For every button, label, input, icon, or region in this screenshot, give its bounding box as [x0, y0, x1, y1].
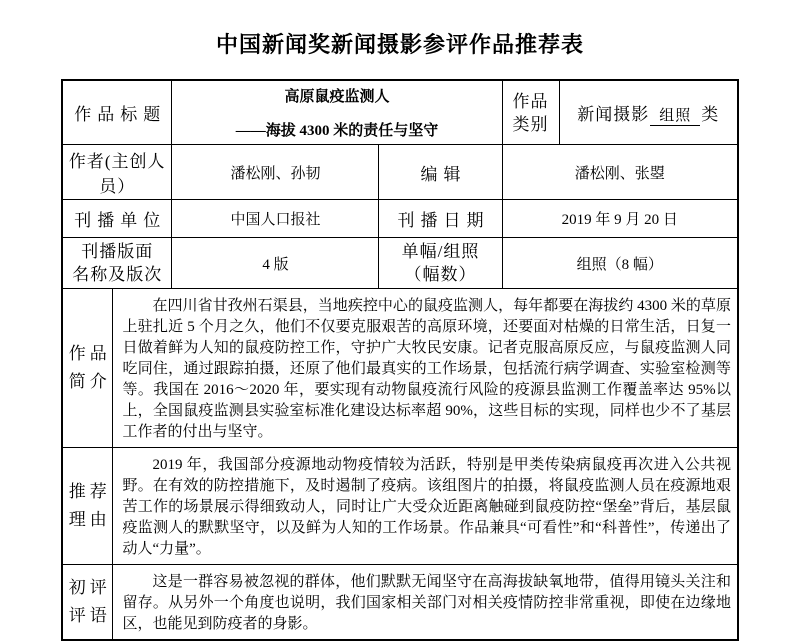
review-label: [62, 565, 113, 641]
row-publish: [62, 200, 738, 238]
row-recommendation: [62, 448, 738, 565]
category-label: [502, 80, 559, 145]
page-title: 中国新闻奖新闻摄影参评作品推荐表: [215, 32, 584, 57]
recommendation-text-cell: [113, 448, 738, 565]
work-title-label: 作品标题: [62, 80, 172, 145]
row-review: [62, 565, 738, 641]
intro-label: [62, 289, 113, 448]
recommendation-label-line2: 理由: [68, 510, 111, 529]
layout-label: [62, 238, 172, 289]
intro-label-line2: 简介: [68, 372, 111, 391]
publish-unit-value: 中国人口报社: [172, 200, 379, 238]
recommendation-label-line1: 推荐: [68, 482, 111, 501]
category-underline: [650, 104, 700, 126]
editor-label: 编辑: [379, 145, 502, 200]
intro-label-line1: 作品: [68, 344, 111, 363]
count-label: [379, 238, 502, 289]
count-label-line1: 单幅/组照: [401, 242, 480, 261]
work-title-line1: 高原鼠疫监测人: [284, 89, 390, 105]
layout-label-line2: 名称及版次: [72, 265, 163, 284]
layout-value: 4 版: [172, 238, 379, 289]
page: [0, 28, 800, 632]
row-authors: [62, 145, 738, 200]
category-prefix: 新闻摄影: [577, 104, 650, 124]
intro-text-cell: [113, 289, 738, 448]
review-text-cell: [113, 565, 738, 641]
authors-label: 作者(主创人员）: [62, 145, 172, 200]
category-value: [559, 80, 738, 145]
row-work-title: [62, 80, 738, 145]
editor-value: 潘松刚、张曌: [502, 145, 738, 200]
intro-text: 在四川省甘孜州石渠县，当地疾控中心的鼠疫监测人，每年都要在海拔约 4300 米的草原上驻扎近 5 个月之久，他们不仅要克服艰苦的高原环境，还要面对枯燥的日常生活，日复一日做着鲜为人知的鼠疫防控工作，守护广大牧民安康。记者克服高原反应，与鼠疫监测人同吃同住，通过跟踪拍摄，还原了他们最真实的工作场景，包括流行病学调查、实验室检测等等。我国在 2016～2020 年，要实现有动物鼠疫流行风险的疫源县监测工作覆盖率达 95%以上，全国鼠疫监测县实验室标准化建设达标率超 90%，这些目标的实现，同样也少不了基层工作者的付出与坚守。: [122, 298, 731, 440]
work-title-value: [172, 80, 502, 145]
category-underlined-text: 组照: [659, 107, 692, 124]
review-label-line2: 评语: [68, 606, 111, 625]
review-text: 这是一群容易被忽视的群体，他们默默无闻坚守在高海拔缺氧地带，值得用镜头关注和留存。从另外一个角度也说明，我们国家相关部门对相关疫情防控非常重视，即使在边缘地区，也能见到防疫者的身影。: [122, 574, 731, 632]
category-label-line2: 类别: [512, 114, 549, 134]
count-value: 组照（8 幅）: [502, 238, 738, 289]
category-suffix: 类: [701, 104, 720, 124]
recommendation-label: [62, 448, 113, 565]
authors-value: 潘松刚、孙韧: [172, 145, 379, 200]
recommendation-form-table: [61, 79, 739, 641]
category-label-line1: 作品: [512, 91, 549, 111]
publish-unit-label: 刊播单位: [62, 200, 172, 238]
row-layout: [62, 238, 738, 289]
recommendation-text: 2019 年，我国部分疫源地动物疫情较为活跃，特别是甲类传染病鼠疫再次进入公共视野。在有效的防控措施下，及时遏制了疫病。该组图片的拍摄，将鼠疫监测人员在疫源地艰苦工作的场景展示得细致动人，同时让广大受众近距离触碰到鼠疫防控“堡垒”背后，基层鼠疫监测人的默默坚守，以及鲜为人知的工作场景。作品兼具“可看性”和“科普性”，传递出了动人“力量”。: [122, 457, 731, 557]
review-label-line1: 初评: [68, 578, 111, 597]
row-intro: [62, 289, 738, 448]
publish-date-label: 刊播日期: [379, 200, 502, 238]
work-title-line2: ——海拔 4300 米的责任与坚守: [235, 123, 439, 139]
publish-date-value: 2019 年 9 月 20 日: [502, 200, 738, 238]
count-label-line2: （幅数）: [404, 265, 477, 284]
layout-label-line1: 刊播版面: [81, 242, 154, 261]
